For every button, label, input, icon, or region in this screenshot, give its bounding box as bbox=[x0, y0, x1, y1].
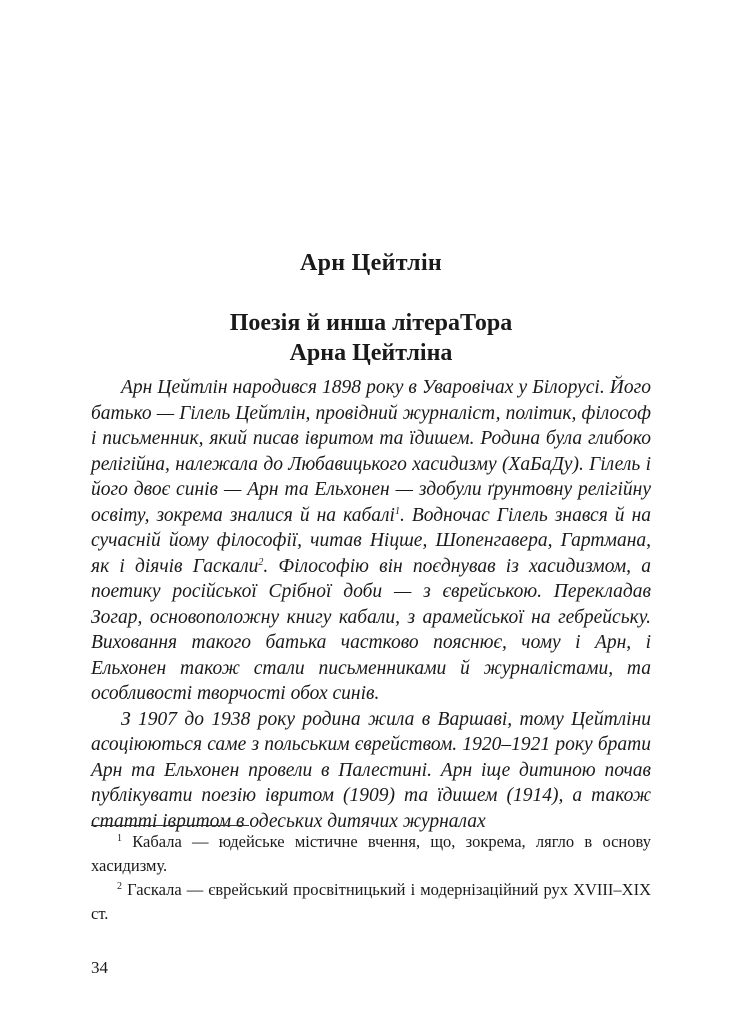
paragraph-text: . Філософію він поєднував із хасидизмом, а поетику російської Срібної доби — з єврейською. Перекладав Зогар, основоположну книгу кабали, з арамейської на гебрейську. Виховання такого батька частково пояснює, чому і Арн, і Ельхонен також стали письменниками й журналістами, та особливості творчості обох синів. bbox=[91, 555, 651, 704]
paragraph-text: . Водночас Гілель знався й на сучасній йому філософії, читав Ніцше, Шопенгавера, Гартмана, як і діячів Гаскали bbox=[91, 504, 651, 577]
footnote-text: Кабала — юдейське містичне вчення, що, зокрема, лягло в основу хасидизму. bbox=[91, 832, 651, 875]
paragraph bbox=[91, 375, 651, 707]
footnote bbox=[91, 878, 651, 926]
paragraph-text: Арн Цейтлін народився 1898 року в Уваровічах у Білорусі. Його батько — Гілель Цейтлін, провідний журналіст, політик, філософ і письменник, який писав івритом та їдишем. Родина була глибоко релігійна, належала до Любавицького хасидизму (ХаБаДу). Гілель і його двоє синів — Арн та Ельхонен — здобули ґрунтовну релігійну освіту, зокрема зналися й на кабалі bbox=[91, 377, 651, 526]
paragraph: З 1907 до 1938 року родина жила в Варшаві, тому Цейтліни асоціюються саме з польським єврейством. 1920–1921 року брати Арн та Ельхонен провели в Палестині. Арн іще дитиною почав публікувати поезію івритом (1909) та їдишем (1914), а також статті івритом в одеських дитячих журналах bbox=[91, 708, 651, 832]
footnotes bbox=[91, 830, 651, 926]
chapter-title-line-1: Поезія й инша літераТора bbox=[229, 310, 513, 336]
chapter-title-line-2: Арна Цейтліна bbox=[289, 340, 453, 366]
footnote-number: 2 bbox=[117, 881, 122, 892]
chapter-title bbox=[0, 308, 742, 368]
body-text bbox=[91, 375, 651, 834]
footnote-number: 1 bbox=[117, 833, 122, 844]
footnote-separator bbox=[91, 825, 249, 826]
footnote bbox=[91, 830, 651, 878]
page-number: 34 bbox=[91, 958, 108, 977]
footnote-reference: 1 bbox=[394, 505, 400, 517]
footnote-text: Гаскала — єврейський просвітницький і модернізаційний рух XVIII–XIX ст. bbox=[91, 880, 651, 923]
author-name: Арн Цейтлін bbox=[299, 250, 443, 276]
footnote-reference: 2 bbox=[258, 556, 264, 568]
